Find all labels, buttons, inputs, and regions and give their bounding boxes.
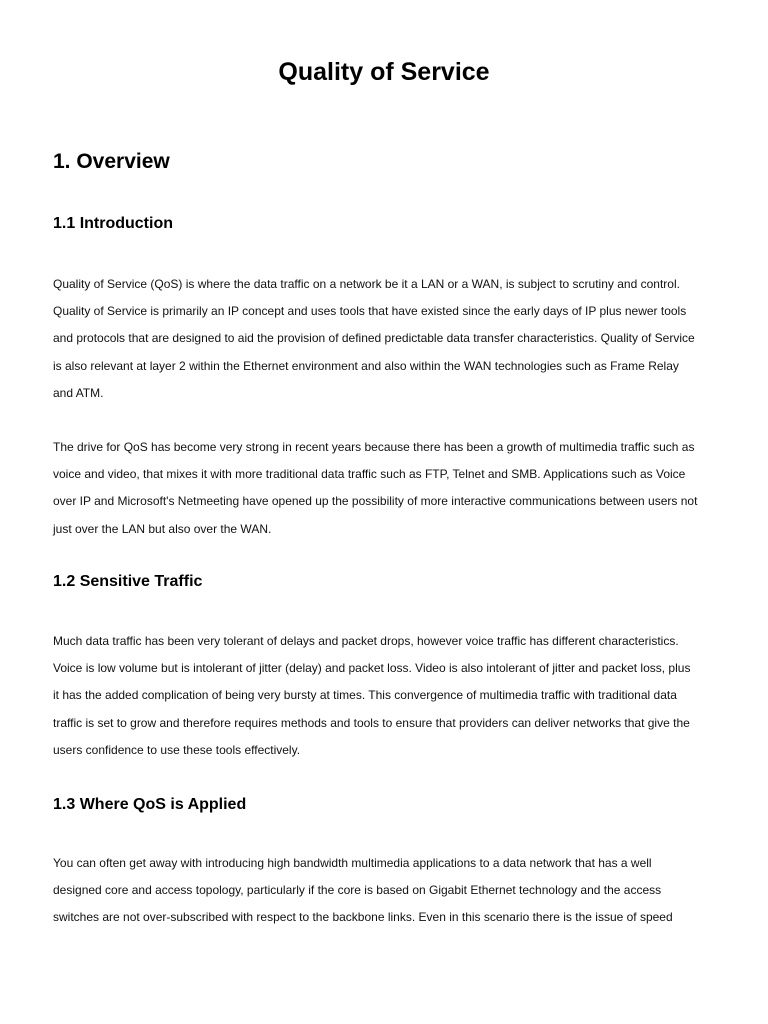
text-line: designed core and access topology, particularly if the core is based on Gigabit Ethernet technology and the access [53,883,662,898]
text-line: voice and video, that mixes it with more traditional data traffic such as FTP, Telnet and SMB. Applications such as Voice [53,467,686,482]
paragraph-where-qos-applied [53,850,721,932]
text-line: is also relevant at layer 2 within the Ethernet environment and also within the WAN technologies such as Frame Relay [53,358,679,373]
paragraph-introduction-2 [53,434,721,543]
text-line: and protocols that are designed to aid the provision of defined predictable data transfer characteristics. Quality of Service [53,331,695,346]
text-line: Quality of Service is primarily an IP concept and uses tools that have existed since the early days of IP plus newer tools [53,304,687,319]
text-line: it has the added complication of being very bursty at times. This convergence of multimedia traffic with traditional data [53,688,677,703]
text-line: over IP and Microsoft's Netmeeting have opened up the possibility of more interactive communications between users not [53,494,698,509]
paragraph-introduction-1 [53,271,721,407]
text-line: switches are not over-subscribed with respect to the backbone links. Even in this scenario there is the issue of speed [53,910,673,925]
text-line: You can often get away with introducing high bandwidth multimedia applications to a data network that has a well [53,856,652,870]
subsection-heading-where-qos-applied: 1.3 Where QoS is Applied [53,796,247,813]
text-line: Quality of Service (QoS) is where the data traffic on a network be it a LAN or a WAN, is subject to scrutiny and control. [53,277,680,291]
text-line: and ATM. [53,385,104,400]
text-line: Much data traffic has been very tolerant of delays and packet drops, however voice traffic has different characteristics. [53,634,679,648]
paragraph-sensitive-traffic [53,628,721,764]
document-title: Quality of Service [278,58,490,86]
text-line: Voice is low volume but is intolerant of jitter (delay) and packet loss. Video is also intolerant of jitter and packet loss, plus [53,661,691,676]
text-line: just over the LAN but also over the WAN. [53,521,272,536]
section-heading-overview: 1. Overview [53,150,170,173]
subsection-heading-sensitive-traffic: 1.2 Sensitive Traffic [53,573,203,590]
text-line: The drive for QoS has become very strong in recent years because there has been a growth of multimedia traffic such as [53,440,695,454]
text-line: users confidence to use these tools effectively. [53,742,301,757]
text-line: traffic is set to grow and therefore requires methods and tools to ensure that providers can deliver networks that give the [53,715,690,730]
subsection-heading-introduction: 1.1 Introduction [53,215,173,232]
